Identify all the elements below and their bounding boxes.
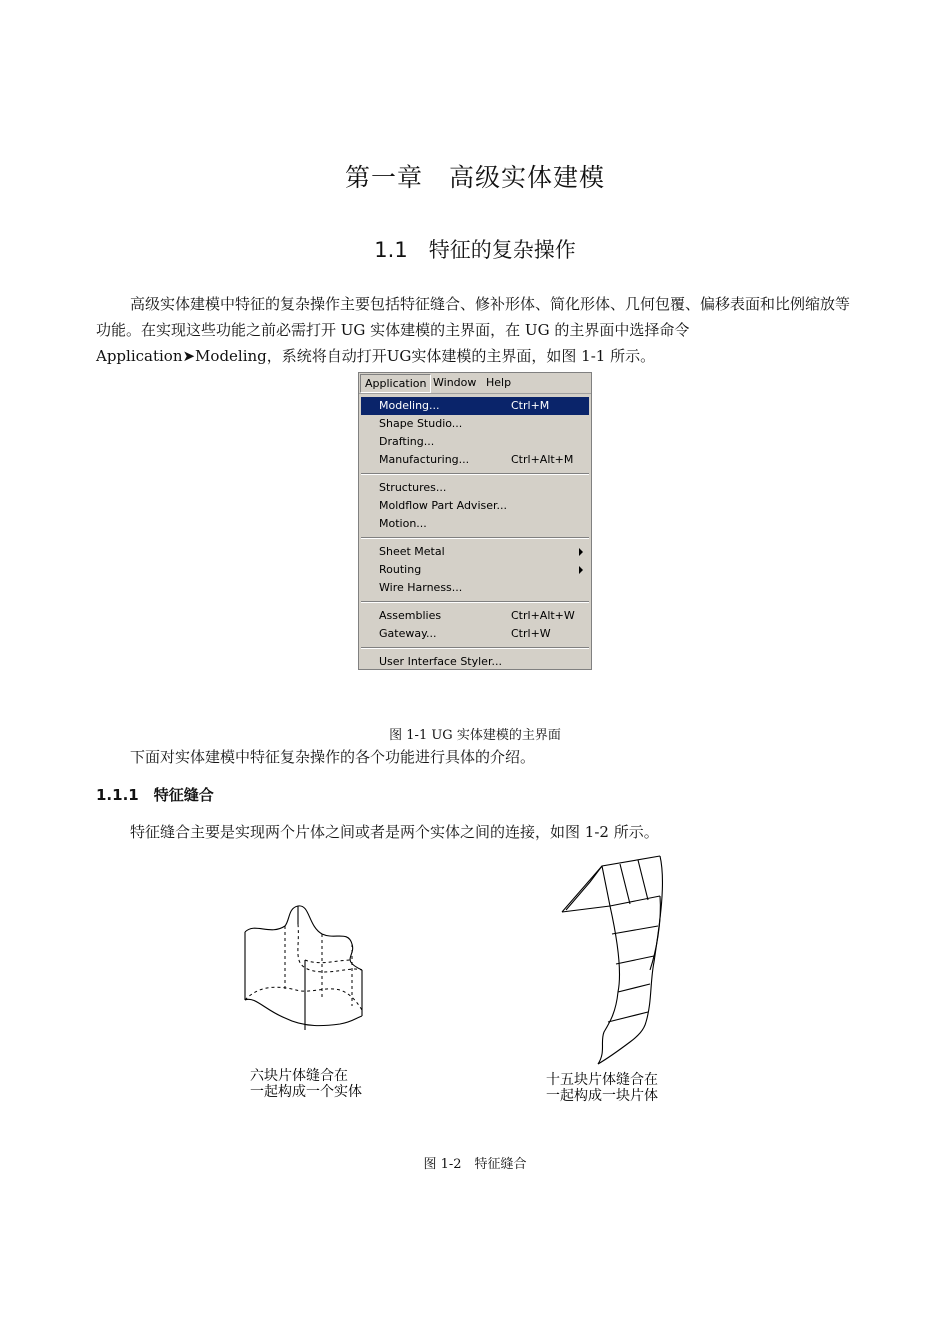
subsection-title: 1.1.1 特征缝合 — [96, 786, 214, 804]
menu-item-label: Assemblies — [379, 609, 442, 622]
menu-separator — [359, 469, 591, 479]
menu-bar-application[interactable]: Application — [360, 374, 431, 393]
menu-bar — [359, 373, 591, 394]
menu-item[interactable] — [359, 497, 591, 515]
menu-item-label: Wire Harness... — [379, 581, 463, 594]
menu-item[interactable] — [359, 451, 591, 469]
menu-item-label: Manufacturing... — [379, 453, 470, 466]
menu-separator — [359, 643, 591, 653]
menu-item-label: Modeling... — [379, 399, 440, 412]
chapter-title: 第一章 高级实体建模 — [344, 163, 605, 192]
figure-1-2-caption: 图 1-2 特征缝合 — [423, 1157, 527, 1172]
section-title: 1.1 特征的复杂操作 — [374, 238, 576, 262]
submenu-arrow-icon — [579, 566, 583, 574]
menu-bar-window[interactable]: Window — [433, 376, 477, 389]
figure-1-1-caption: 图 1-1 UG 实体建模的主界面 — [389, 728, 561, 743]
menu-item-shortcut: Ctrl+M — [511, 399, 550, 412]
menu-dropdown — [359, 394, 591, 671]
menu-separator — [359, 597, 591, 607]
menu-item[interactable] — [359, 561, 591, 579]
menu-item-shortcut: Ctrl+W — [511, 627, 551, 640]
menu-item-label: Routing — [379, 563, 422, 576]
sewn-sheet-drawing — [560, 852, 670, 1067]
menu-item-shortcut: Ctrl+Alt+W — [511, 609, 575, 622]
menu-item[interactable] — [359, 543, 591, 561]
menu-item-label: Structures... — [379, 481, 447, 494]
menu-item-label: Drafting... — [379, 435, 435, 448]
menu-item-label: Motion... — [379, 517, 427, 530]
figure-1-2-left-label: 六块片体缝合在 一起构成一个实体 — [250, 1068, 362, 1100]
menu-item-label: Sheet Metal — [379, 545, 445, 558]
menu-bar-help[interactable]: Help — [486, 376, 512, 389]
menu-item-shortcut: Ctrl+Alt+M — [511, 453, 574, 466]
intro-paragraph: 高级实体建模中特征的复杂操作主要包括特征缝合、修补形体、简化形体、几何包覆、偏移表面和比例缩放等功能。在实现这些功能之前必需打开 UG 实体建模的主界面，在 UG 的主界面中选择命令Application➤Modeling，系统将自动打开UG实体建模的主界面，如图 1-1 所示。 — [96, 295, 851, 365]
figure-1-2-right-label: 十五块片体缝合在 一起构成一块片体 — [546, 1072, 658, 1104]
menu-item-label: Gateway... — [379, 627, 437, 640]
menu-item[interactable] — [359, 515, 591, 533]
sew-paragraph: 特征缝合主要是实现两个片体之间或者是两个实体之间的连接，如图 1-2 所示。 — [130, 823, 659, 841]
menu-item-label: Moldflow Part Adviser... — [379, 499, 508, 512]
application-menu-screenshot — [358, 372, 592, 670]
menu-item[interactable] — [359, 653, 591, 671]
menu-item[interactable] — [359, 625, 591, 643]
menu-item-label: User Interface Styler... — [379, 655, 502, 668]
sewn-solid-drawing — [230, 900, 380, 1040]
menu-item[interactable] — [359, 415, 591, 433]
after-figure-paragraph: 下面对实体建模中特征复杂操作的各个功能进行具体的介绍。 — [130, 748, 536, 766]
menu-item[interactable] — [359, 607, 591, 625]
menu-item-label: Shape Studio... — [379, 417, 463, 430]
menu-item[interactable] — [359, 479, 591, 497]
menu-item[interactable] — [359, 579, 591, 597]
menu-separator — [359, 533, 591, 543]
submenu-arrow-icon — [579, 548, 583, 556]
menu-item[interactable] — [359, 433, 591, 451]
menu-item[interactable] — [361, 397, 589, 415]
